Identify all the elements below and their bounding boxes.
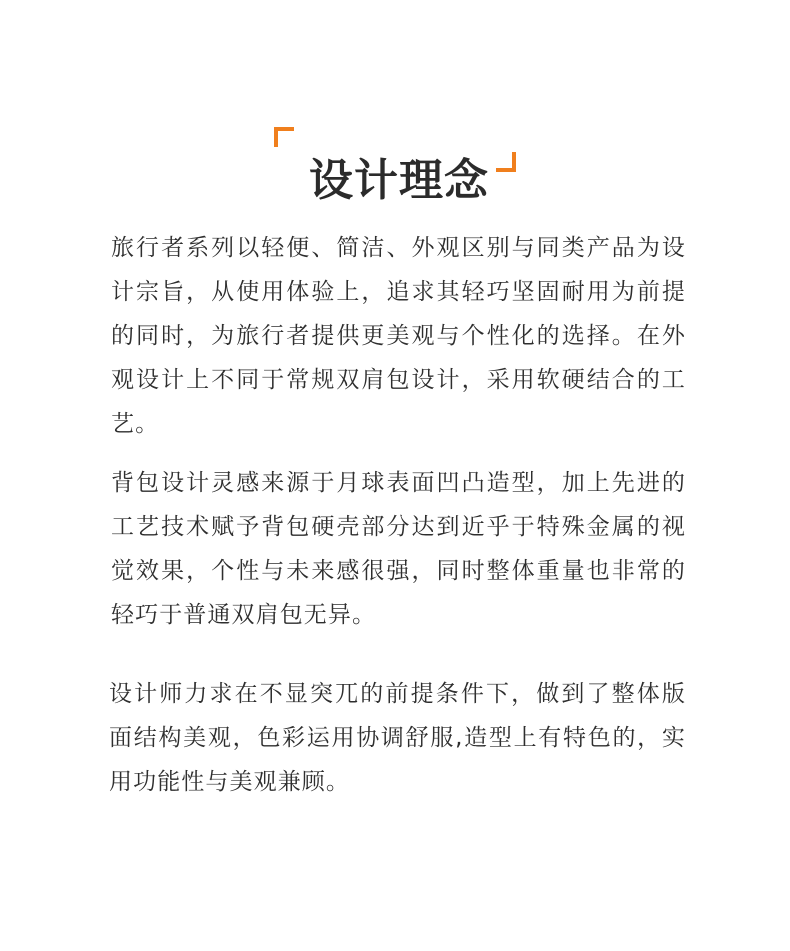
- section-title: 设计理念: [309, 155, 489, 207]
- paragraph-design-inspiration: 背包设计灵感来源于月球表面凹凸造型，加上先进的工艺技术赋予背包硬壳部分达到近乎于特殊金属的视觉效果，个性与未来感很强，同时整体重量也非常的轻巧于普通双肩包无异。: [111, 470, 686, 628]
- left-corner-bracket: [274, 127, 294, 147]
- paragraph-design-intro: 旅行者系列以轻便、简洁、外观区别与同类产品为设计宗旨，从使用体验上，追求其轻巧坚固耐用为前提的同时，为旅行者提供更美观与个性化的选择。在外观设计上不同于常规双肩包设计，采用软硬结合的工艺。: [111, 235, 686, 437]
- right-corner-bracket: [496, 152, 516, 172]
- paragraph-design-goal: 设计师力求在不显突兀的前提条件下，做到了整体版面结构美观，色彩运用协调舒服,造型上有特色的，实用功能性与美观兼顾。: [109, 681, 686, 795]
- section-header: [0, 118, 790, 207]
